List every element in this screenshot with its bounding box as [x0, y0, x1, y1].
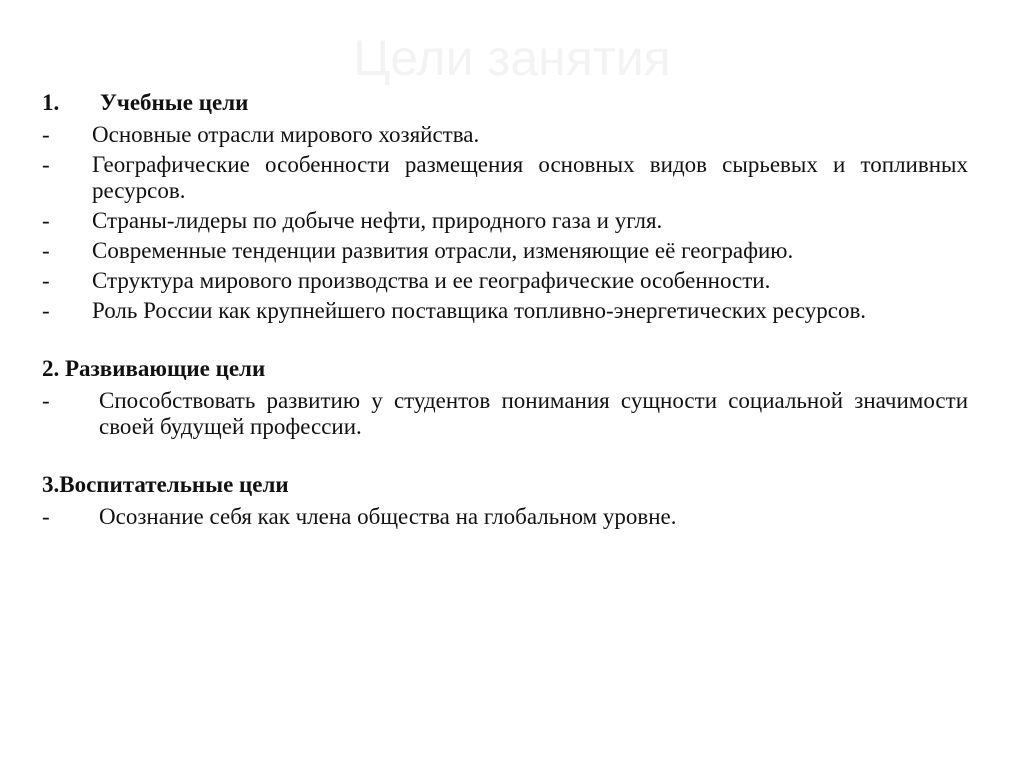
list-item: [42, 298, 968, 324]
slide-title: Цели занятия: [353, 30, 671, 86]
bullet-dash: -: [42, 208, 50, 233]
bullet-dash: -: [42, 152, 50, 177]
list-item-text: Географические особенности размещения основных видов сырьевых и топливных ресурсов.: [92, 152, 968, 203]
list-item-text: Основные отрасли мирового хозяйства.: [92, 122, 480, 147]
list-item-text: Роль России как крупнейшего поставщика топливно-энергетических ресурсов.: [92, 298, 867, 323]
list-item: [42, 152, 968, 204]
slide-content: [42, 88, 968, 530]
section-spacer: [42, 324, 968, 354]
section-spacer: [42, 440, 968, 470]
list-item: [42, 122, 968, 148]
bullet-dash: -: [42, 268, 50, 293]
section-number: 3.: [42, 472, 60, 497]
section-heading-developmental: [42, 354, 968, 384]
list-item: [42, 268, 968, 294]
bullet-dash: -: [42, 238, 50, 263]
section-number: 1.: [42, 90, 60, 115]
section-number: 2: [42, 356, 54, 381]
list-item: [42, 388, 968, 440]
bullet-dash: -: [42, 504, 50, 529]
bullet-dash: -: [42, 298, 50, 323]
list-item: [42, 208, 968, 234]
section-heading-educational: [42, 88, 968, 118]
section-title: Учебные цели: [100, 90, 249, 115]
list-item-text: Способствовать развитию у студентов понимания сущности социальной значимости своей будущей профессии.: [99, 388, 968, 439]
section-title: Воспитательные цели: [59, 472, 289, 497]
list-item-text: Осознание себя как члена общества на глобальном уровне.: [99, 504, 677, 529]
section-heading-upbringing: [42, 470, 968, 500]
list-item: [42, 504, 968, 530]
list-item-text: Структура мирового производства и ее географические особенности.: [92, 268, 771, 293]
list-item-text: Страны-лидеры по добыче нефти, природного газа и угля.: [92, 208, 663, 233]
section-title: . Развивающие цели: [53, 356, 266, 381]
list-item-text: Современные тенденции развития отрасли, изменяющие её географию.: [92, 238, 794, 263]
bullet-dash: -: [42, 388, 50, 413]
bullet-dash: -: [42, 122, 50, 147]
list-item: [42, 238, 968, 264]
